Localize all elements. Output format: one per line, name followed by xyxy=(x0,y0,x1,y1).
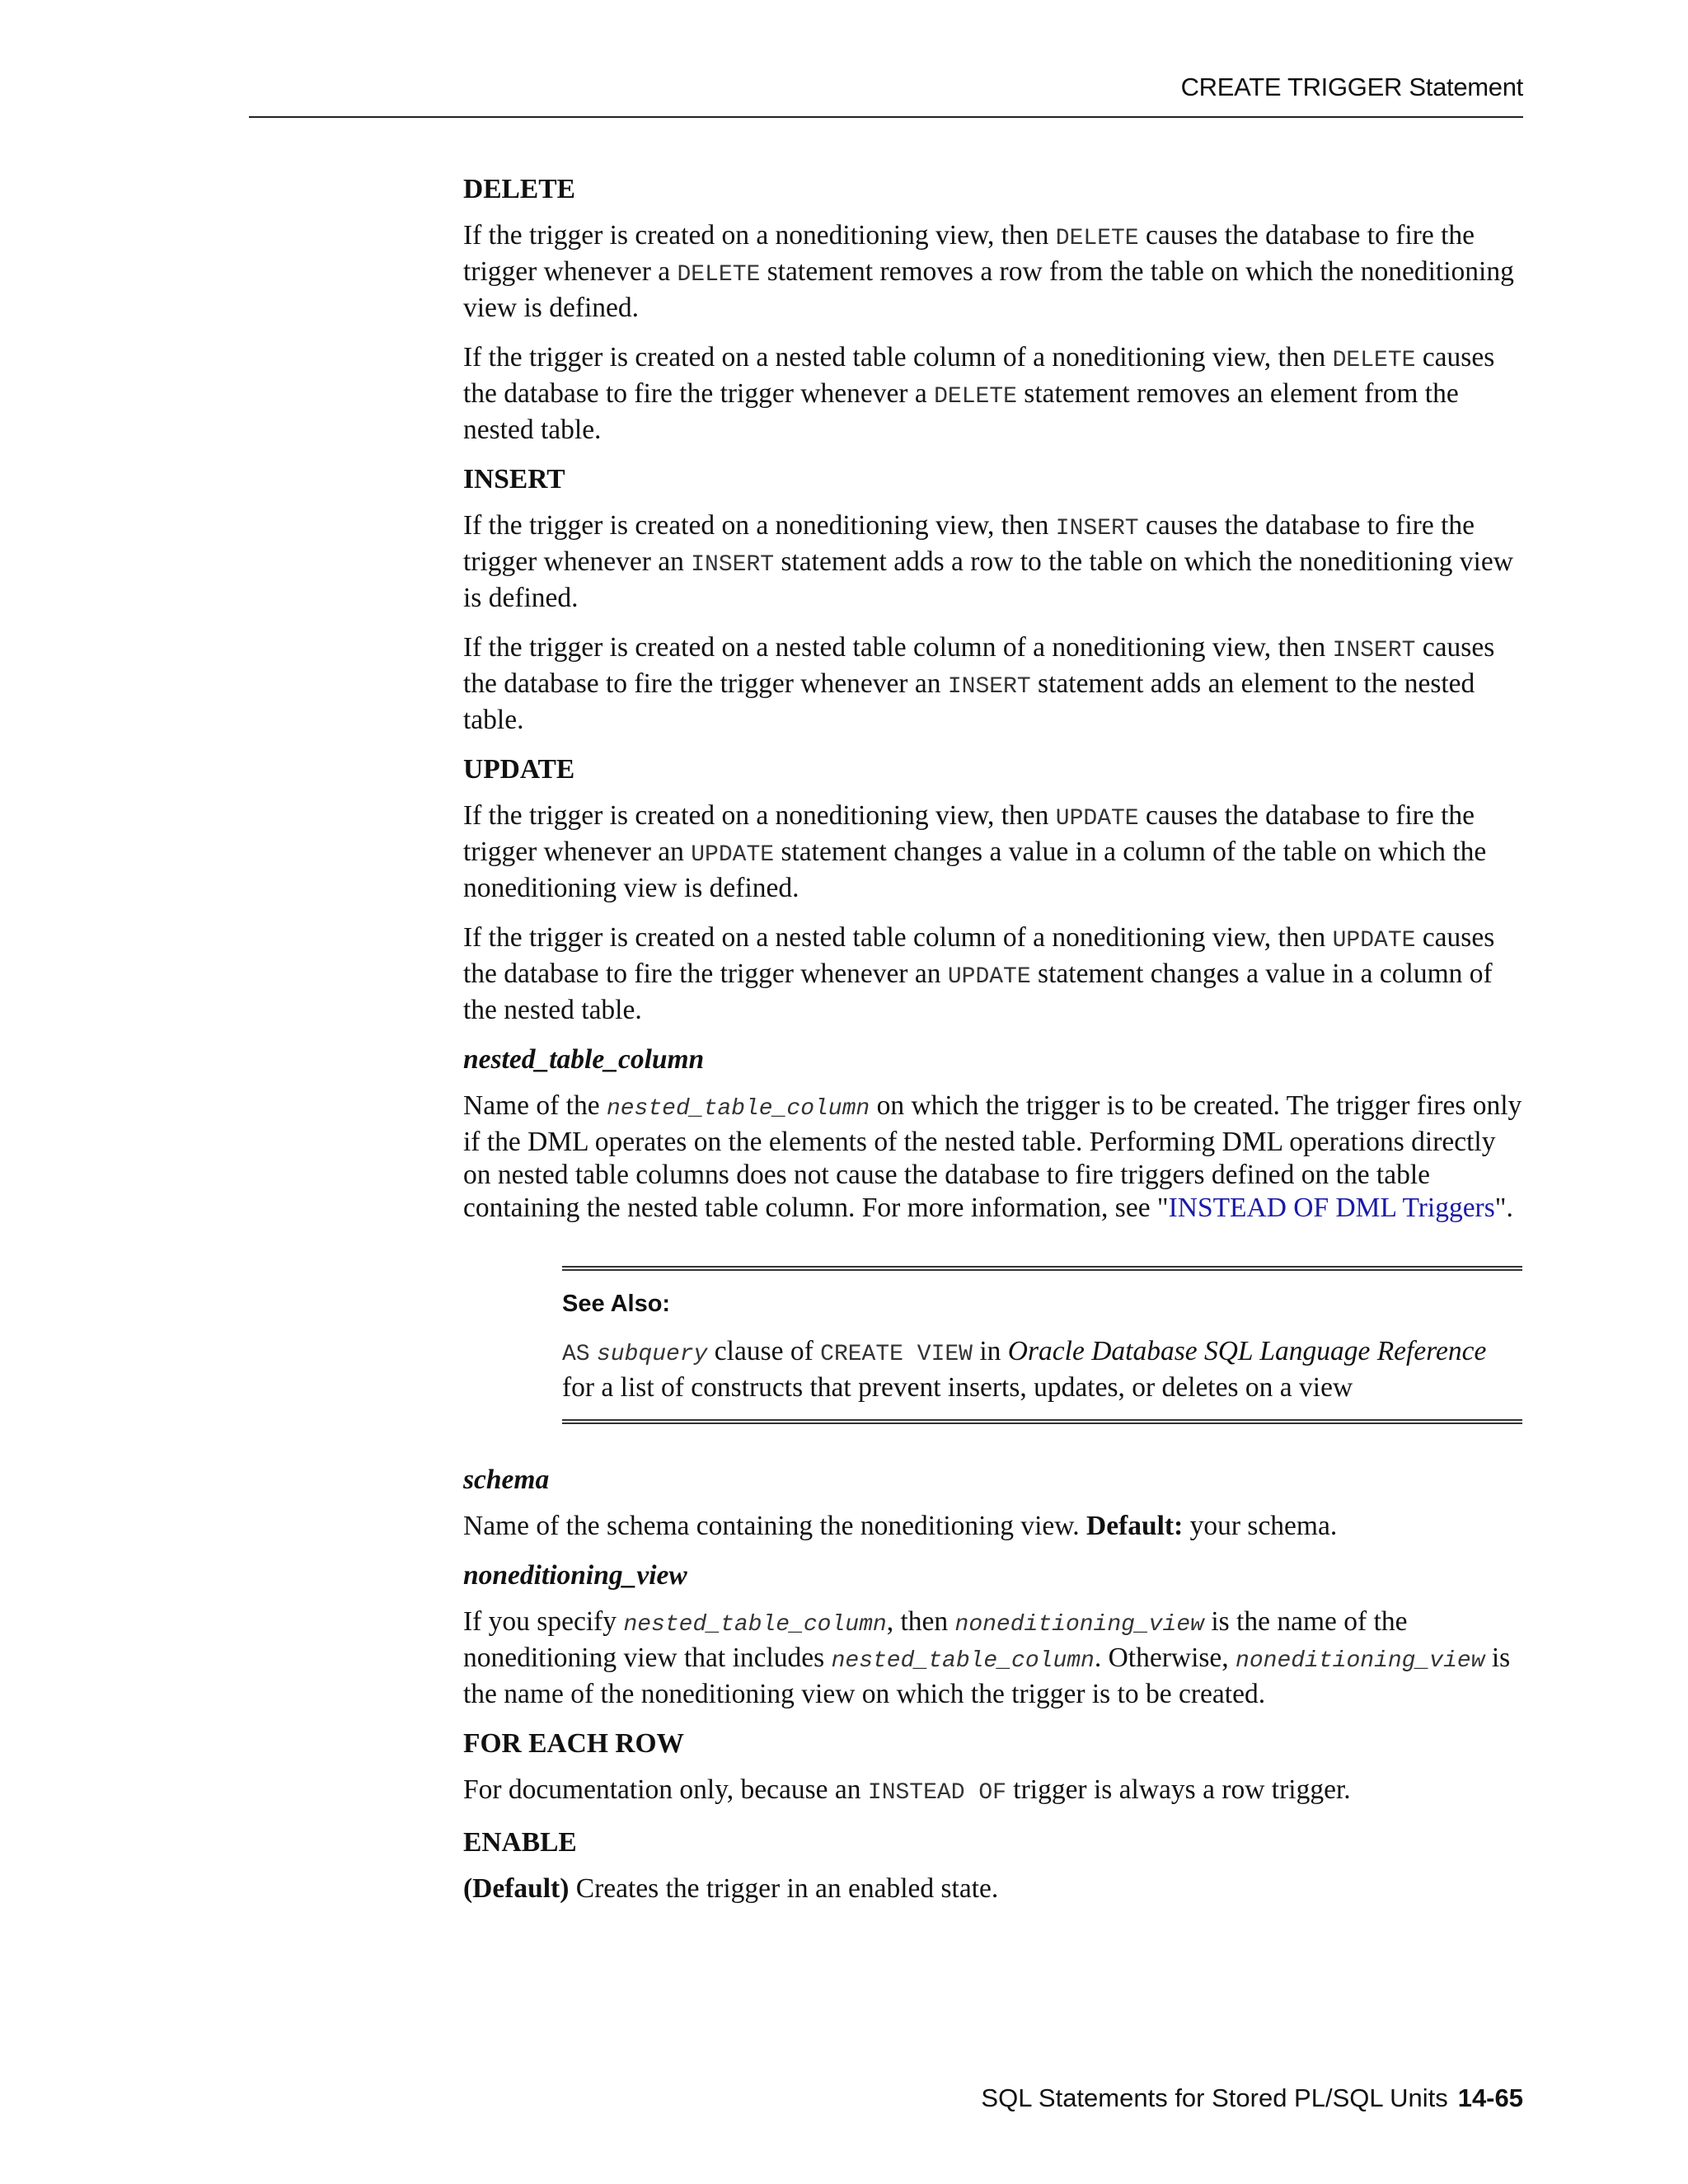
enable-paragraph xyxy=(463,1872,1526,1905)
code-keyword: UPDATE xyxy=(947,964,1031,990)
footer-title: SQL Statements for Stored PL/SQL Units xyxy=(981,2083,1448,2112)
schema-paragraph xyxy=(463,1510,1526,1543)
term-schema: schema xyxy=(463,1465,550,1495)
text: If the trigger is created on a nested table column of a noneditioning view, then xyxy=(463,342,1333,373)
text: causes the database to fire the trigger whenever an xyxy=(463,510,1475,577)
nested-table-column-paragraph xyxy=(463,1090,1526,1225)
term-update: UPDATE xyxy=(463,754,575,785)
text: If the trigger is created on a noneditioning view, then xyxy=(463,800,1056,831)
code-placeholder: nested_table_column xyxy=(606,1096,870,1122)
term-for-each-row: FOR EACH ROW xyxy=(463,1728,684,1759)
text: causes the database to fire the trigger whenever an xyxy=(463,922,1495,989)
code-placeholder: nested_table_column xyxy=(623,1612,887,1638)
text: clause of xyxy=(707,1336,821,1366)
text: Creates the trigger in an enabled state. xyxy=(569,1873,999,1904)
text: in xyxy=(972,1336,1008,1366)
text: Name of the schema containing the noneditioning view. xyxy=(463,1511,1087,1541)
text: statement adds a row to the table on which the noneditioning view is defined. xyxy=(463,546,1513,613)
default-label: Default: xyxy=(1086,1511,1184,1541)
code-keyword: UPDATE xyxy=(691,842,775,868)
term-nested-table-column: nested_table_column xyxy=(463,1044,705,1075)
text: statement removes a row from the table on which the noneditioning view is defined. xyxy=(463,256,1514,323)
term-enable: ENABLE xyxy=(463,1827,577,1858)
text: causes the database to fire the trigger whenever a xyxy=(463,342,1495,409)
code-placeholder: noneditioning_view xyxy=(954,1612,1204,1638)
text: If you specify xyxy=(463,1606,624,1637)
term-noneditioning-view: noneditioning_view xyxy=(463,1560,687,1591)
page-number: 14-65 xyxy=(1457,2083,1523,2112)
code-keyword: DELETE xyxy=(1332,348,1416,373)
text: If the trigger is created on a nested table column of a noneditioning view, then xyxy=(463,632,1333,663)
text: is the name of the noneditioning view that includes xyxy=(463,1606,1408,1673)
term-delete: DELETE xyxy=(463,174,575,204)
text: for a list of constructs that prevent inserts, updates, or deletes on a view xyxy=(562,1372,1353,1403)
code-placeholder: nested_table_column xyxy=(831,1648,1095,1674)
running-header: CREATE TRIGGER Statement xyxy=(1180,73,1523,101)
update-paragraph-1 xyxy=(463,799,1526,905)
text: statement changes a value in a column of the nested table. xyxy=(463,958,1493,1025)
code-keyword: DELETE xyxy=(677,262,761,288)
text: , then xyxy=(886,1606,955,1637)
delete-paragraph-2 xyxy=(463,341,1526,447)
text: statement changes a value in a column of the table on which the noneditioning view is defined. xyxy=(463,837,1487,903)
delete-paragraph-1 xyxy=(463,219,1526,325)
code-keyword: DELETE xyxy=(934,384,1017,410)
text: your schema. xyxy=(1183,1511,1338,1541)
code-keyword: DELETE xyxy=(1055,226,1139,251)
text: Name of the xyxy=(463,1090,607,1121)
code-keyword: INSERT xyxy=(947,674,1031,700)
text: causes the database to fire the trigger whenever an xyxy=(463,800,1475,867)
code-keyword: AS xyxy=(562,1342,590,1367)
text: trigger is always a row trigger. xyxy=(1006,1774,1351,1805)
text: is the name of the noneditioning view on which the trigger is to be created. xyxy=(463,1643,1511,1709)
code-keyword: UPDATE xyxy=(1055,806,1139,832)
text: . Otherwise, xyxy=(1094,1643,1236,1673)
insert-paragraph-2 xyxy=(463,631,1526,737)
text: statement adds an element to the nested table. xyxy=(463,668,1475,735)
text: For documentation only, because an xyxy=(463,1774,868,1805)
text: If the trigger is created on a nested table column of a noneditioning view, then xyxy=(463,922,1333,953)
for-each-row-paragraph xyxy=(463,1774,1526,1810)
text: statement removes an element from the nested table. xyxy=(463,378,1459,445)
insert-paragraph-1 xyxy=(463,509,1526,615)
code-keyword: INSERT xyxy=(1055,516,1139,541)
page-content xyxy=(463,173,1526,1922)
code-keyword: INSERT xyxy=(1332,638,1416,663)
see-also-title: See Also: xyxy=(562,1291,671,1317)
see-also-box xyxy=(562,1266,1522,1424)
page-footer xyxy=(249,2083,1523,2113)
book-title: Oracle Database SQL Language Reference xyxy=(1007,1336,1487,1366)
code-keyword: INSTEAD OF xyxy=(867,1780,1006,1806)
term-insert: INSERT xyxy=(463,464,565,494)
code-placeholder: subquery xyxy=(596,1342,708,1367)
text: causes the database to fire the trigger whenever a xyxy=(463,220,1475,287)
code-keyword: INSERT xyxy=(691,552,775,578)
default-label: (Default) xyxy=(463,1873,570,1904)
text: ". xyxy=(1494,1193,1513,1223)
instead-of-dml-triggers-link[interactable]: INSTEAD OF DML Triggers xyxy=(1168,1193,1495,1223)
see-also-text xyxy=(562,1335,1522,1404)
noneditioning-view-paragraph xyxy=(463,1605,1526,1711)
text: causes the database to fire the trigger whenever an xyxy=(463,632,1495,699)
header-rule xyxy=(249,116,1523,118)
code-keyword: UPDATE xyxy=(1332,928,1416,954)
update-paragraph-2 xyxy=(463,921,1526,1027)
code-placeholder: noneditioning_view xyxy=(1236,1648,1485,1674)
text: on which the trigger is to be created. The trigger fires only if the DML operates on the elements of the nested table. Performing DML operations directly on nested table columns does not cause the database to fire triggers defined on the table containing the nested table column. For more information, see " xyxy=(463,1090,1522,1223)
text: If the trigger is created on a noneditioning view, then xyxy=(463,220,1056,251)
text: If the trigger is created on a noneditioning view, then xyxy=(463,510,1056,541)
code-keyword: CREATE VIEW xyxy=(820,1342,973,1367)
